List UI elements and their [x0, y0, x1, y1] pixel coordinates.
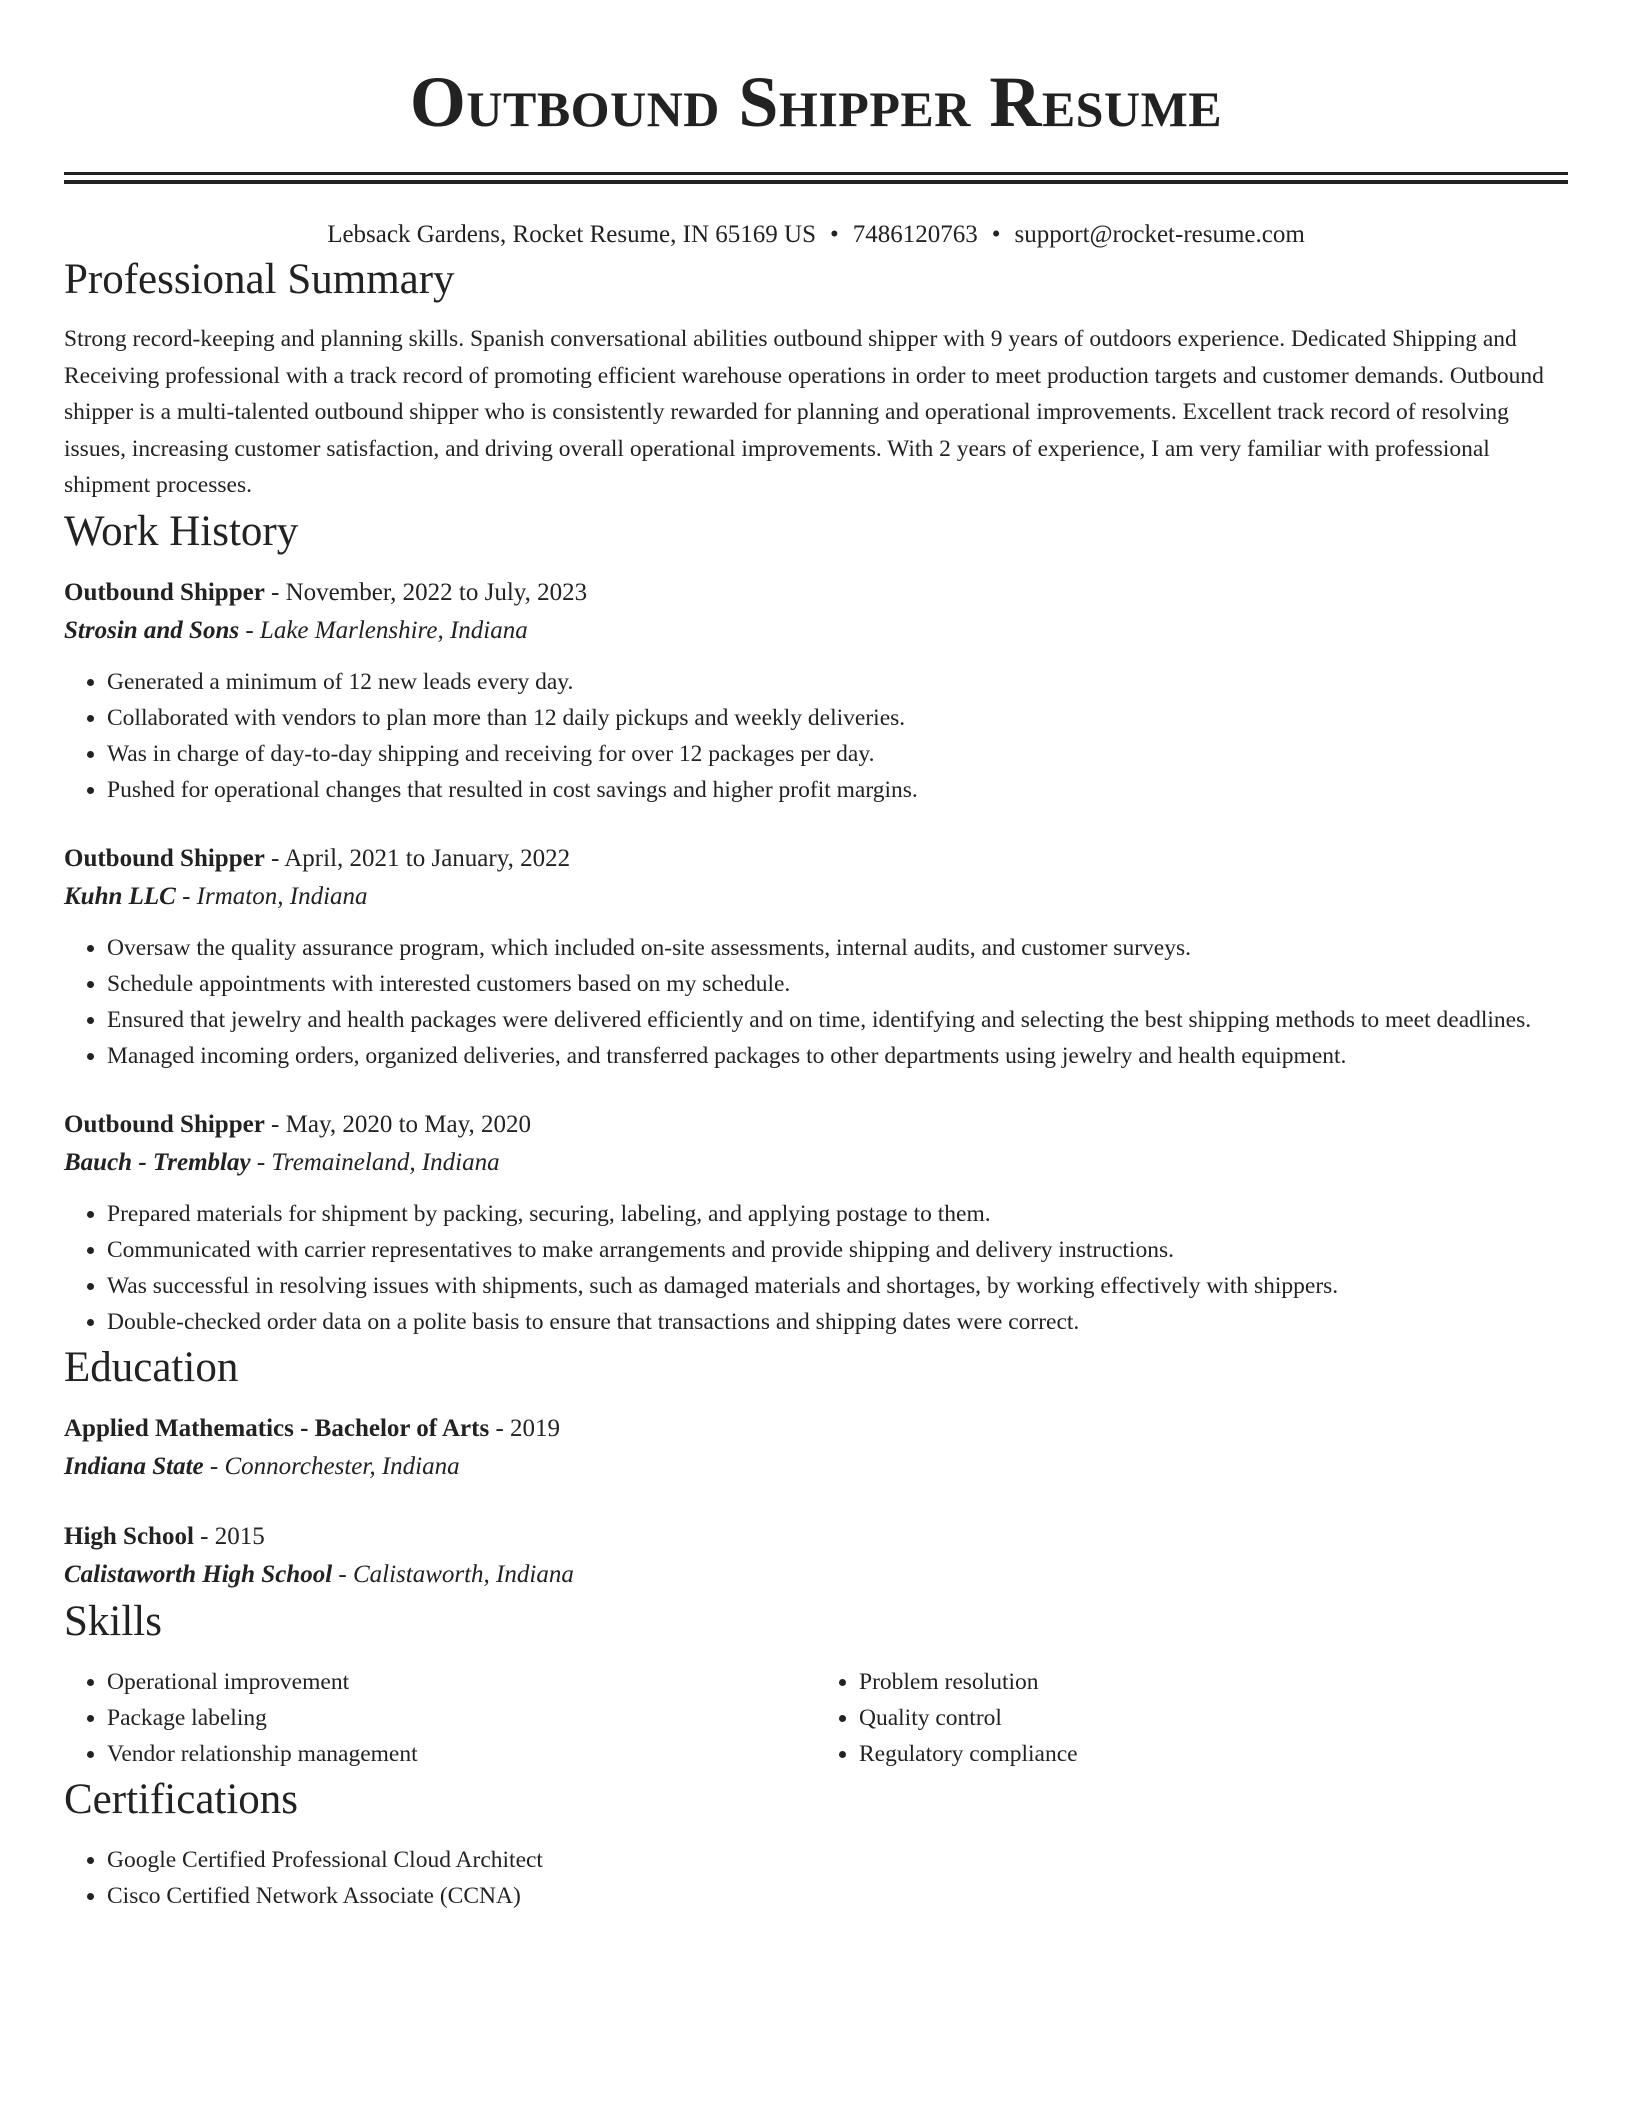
- job-title: Outbound Shipper: [64, 1110, 265, 1138]
- job-entry: [64, 574, 1568, 808]
- list-item: • Was in charge of day-to-day shipping and receiving for over 12 packages per day.: [107, 736, 1568, 772]
- job-dates: - April, 2021 to January, 2022: [264, 844, 571, 872]
- education-degree-line: [64, 1518, 1568, 1556]
- list-item: • Quality control: [859, 1700, 1568, 1736]
- education-entry: [64, 1410, 1568, 1486]
- job-title-line: [64, 574, 1568, 612]
- skills-column-right: [816, 1664, 1568, 1772]
- education-school-line: [64, 1448, 1568, 1486]
- education-entry: [64, 1518, 1568, 1594]
- education-heading: Education: [64, 1343, 239, 1391]
- job-entry: [64, 1106, 1568, 1340]
- list-item: • Communicated with carrier representatives to make arrangements and provide shipping and delivery instructions.: [107, 1232, 1568, 1268]
- list-item: • Cisco Certified Network Associate (CCNA): [107, 1878, 1568, 1914]
- education-degree: Applied Mathematics - Bachelor of Arts: [64, 1414, 490, 1442]
- certifications-heading: Certifications: [64, 1775, 299, 1823]
- list-item: • Was successful in resolving issues with shipments, such as damaged materials and shortages, by working effectively with shippers.: [107, 1268, 1568, 1304]
- education-degree-line: [64, 1410, 1568, 1448]
- list-item: • Package labeling: [107, 1700, 816, 1736]
- contact-separator: •: [829, 221, 839, 248]
- list-item: • Collaborated with vendors to plan more than 12 daily pickups and weekly deliveries.: [107, 700, 1568, 736]
- education-location: - Connorchester, Indiana: [203, 1452, 460, 1480]
- job-title-line: [64, 1106, 1568, 1144]
- job-bullets: [64, 930, 1568, 1074]
- job-title: Outbound Shipper: [64, 578, 265, 606]
- job-company: Bauch - Tremblay: [64, 1148, 251, 1176]
- job-company-line: [64, 612, 1568, 650]
- job-bullets: [64, 664, 1568, 808]
- contact-address: Lebsack Gardens, Rocket Resume, IN 65169 US: [327, 221, 816, 248]
- list-item: • Double-checked order data on a polite basis to ensure that transactions and shipping dates were correct.: [107, 1304, 1568, 1340]
- title-divider-top: [64, 172, 1568, 175]
- job-company: Strosin and Sons: [64, 616, 240, 644]
- job-location: - Irmaton, Indiana: [175, 882, 368, 910]
- contact-phone: 7486120763: [852, 221, 978, 248]
- education-location: - Calistaworth, Indiana: [332, 1560, 574, 1588]
- job-dates: - November, 2022 to July, 2023: [264, 578, 588, 606]
- job-bullets: [64, 1196, 1568, 1340]
- list-item: • Pushed for operational changes that resulted in cost savings and higher profit margins.: [107, 772, 1568, 808]
- education-school: Indiana State: [64, 1452, 204, 1480]
- list-item: • Generated a minimum of 12 new leads every day.: [107, 664, 1568, 700]
- contact-separator: •: [991, 221, 1001, 248]
- resume-title: Outbound Shipper Resume: [409, 62, 1223, 142]
- resume-page: [64, 0, 1568, 1914]
- education-degree: High School: [64, 1522, 194, 1550]
- job-company: Kuhn LLC: [64, 882, 176, 910]
- job-dates: - May, 2020 to May, 2020: [264, 1110, 531, 1138]
- skills-grid: [64, 1664, 1568, 1772]
- contact-email: support@rocket-resume.com: [1014, 221, 1305, 248]
- job-company-line: [64, 878, 1568, 916]
- list-item: • Ensured that jewelry and health packages were delivered efficiently and on time, identifying and selecting the best shipping methods to meet deadlines.: [107, 1002, 1568, 1038]
- list-item: • Regulatory compliance: [859, 1736, 1568, 1772]
- skills-heading: Skills: [64, 1597, 162, 1645]
- skills-column-left: [64, 1664, 816, 1772]
- list-item: • Vendor relationship management: [107, 1736, 816, 1772]
- job-title-line: [64, 840, 1568, 878]
- job-entry: [64, 840, 1568, 1074]
- education-year: - 2019: [489, 1414, 561, 1442]
- education-school: Calistaworth High School: [64, 1560, 333, 1588]
- job-company-line: [64, 1144, 1568, 1182]
- job-title: Outbound Shipper: [64, 844, 265, 872]
- summary-heading: Professional Summary: [64, 256, 455, 303]
- list-item: • Google Certified Professional Cloud Architect: [107, 1842, 1568, 1878]
- list-item: • Prepared materials for shipment by packing, securing, labeling, and applying postage to them.: [107, 1196, 1568, 1232]
- title-divider-bottom: [64, 180, 1568, 184]
- contact-line: [64, 218, 1568, 252]
- list-item: • Operational improvement: [107, 1664, 816, 1700]
- job-location: - Lake Marlenshire, Indiana: [239, 616, 528, 644]
- certifications-list: [64, 1842, 1568, 1914]
- work-history-heading: Work History: [64, 507, 299, 555]
- education-school-line: [64, 1556, 1568, 1594]
- list-item: • Schedule appointments with interested customers based on my schedule.: [107, 966, 1568, 1002]
- list-item: • Oversaw the quality assurance program, which included on-site assessments, internal audits, and customer surveys.: [107, 930, 1568, 966]
- list-item: • Problem resolution: [859, 1664, 1568, 1700]
- education-year: - 2015: [193, 1522, 265, 1550]
- job-location: - Tremaineland, Indiana: [250, 1148, 500, 1176]
- summary-text: Strong record-keeping and planning skills. Spanish conversational abilities outbound shipper with 9 years of outdoors experience. Dedicated Shipping and Receiving professional with a track record of promoting efficient warehouse operations in order to meet production targets and customer demands. Outbound shipper is a multi-talented outbound shipper who is consistently rewarded for planning and operational improvements. Excellent track record of resolving issues, increasing customer satisfaction, and driving overall operational improvements. With 2 years of experience, I am very familiar with professional shipment processes.: [64, 326, 1544, 498]
- list-item: • Managed incoming orders, organized deliveries, and transferred packages to other departments using jewelry and health equipment.: [107, 1038, 1568, 1074]
